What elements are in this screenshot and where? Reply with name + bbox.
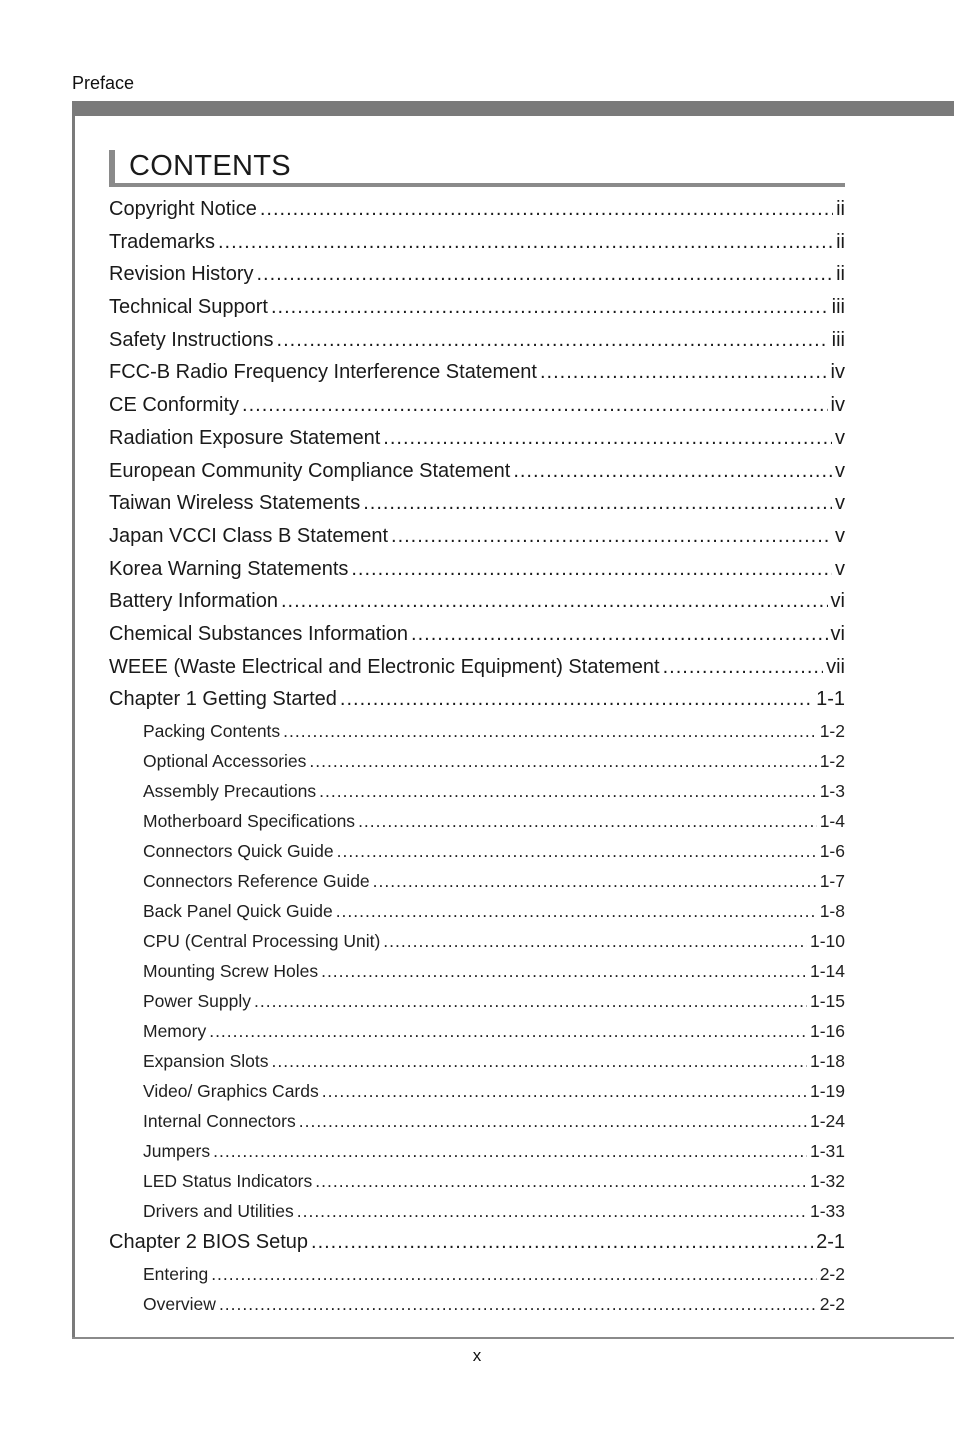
dot-leader bbox=[213, 1141, 807, 1162]
toc-entry-page: v bbox=[835, 426, 845, 449]
toc-entry-page: vii bbox=[826, 655, 845, 678]
toc-entry-page: 2-1 bbox=[816, 1231, 845, 1253]
toc-entry-page: 1-4 bbox=[819, 811, 845, 831]
dot-leader bbox=[260, 198, 833, 221]
toc-entry[interactable] bbox=[109, 525, 845, 558]
toc-entry[interactable] bbox=[109, 1051, 845, 1081]
dot-leader bbox=[242, 394, 828, 417]
toc-entry[interactable] bbox=[109, 492, 845, 525]
dot-leader bbox=[540, 361, 828, 384]
toc-entry-label: Connectors Reference Guide bbox=[143, 871, 370, 891]
toc-entry[interactable] bbox=[109, 901, 845, 931]
toc-entry[interactable] bbox=[109, 361, 845, 394]
toc-entry-page: iii bbox=[831, 328, 845, 351]
toc-entry[interactable] bbox=[109, 1201, 845, 1231]
toc-entry-page: 1-2 bbox=[819, 721, 845, 741]
dot-leader bbox=[271, 296, 829, 319]
toc-entry-label: Chemical Substances Information bbox=[109, 622, 409, 645]
toc-entry-page: ii bbox=[836, 263, 845, 286]
dot-leader bbox=[322, 1081, 807, 1102]
toc-entry-page: 1-7 bbox=[819, 871, 845, 891]
dot-leader bbox=[391, 525, 832, 548]
toc-entry-page: iv bbox=[830, 361, 845, 384]
toc-entry[interactable] bbox=[109, 1111, 845, 1141]
toc-entry[interactable] bbox=[109, 198, 845, 231]
dot-leader bbox=[309, 751, 816, 772]
dot-leader bbox=[513, 460, 832, 483]
toc-entry-label: Battery Information bbox=[109, 590, 278, 613]
table-of-contents bbox=[109, 198, 845, 1324]
toc-entry-label: Entering bbox=[143, 1263, 209, 1284]
dot-leader bbox=[218, 231, 833, 254]
toc-entry-label: WEEE (Waste Electrical and Electronic Equipment) Statement bbox=[109, 655, 660, 678]
toc-entry-page: 2-2 bbox=[819, 1263, 845, 1284]
left-border-rule bbox=[72, 101, 75, 1339]
toc-entry[interactable] bbox=[109, 296, 845, 329]
toc-entry-page: 1-1 bbox=[816, 688, 845, 711]
toc-entry[interactable] bbox=[109, 623, 845, 656]
toc-entry[interactable] bbox=[109, 751, 845, 781]
toc-entry-label: Memory bbox=[143, 1021, 207, 1041]
dot-leader bbox=[383, 427, 832, 450]
toc-entry-label: Safety Instructions bbox=[109, 328, 274, 351]
toc-entry[interactable] bbox=[109, 558, 845, 591]
toc-entry-page: iii bbox=[831, 296, 845, 319]
toc-entry-label: Packing Contents bbox=[143, 721, 281, 741]
dot-leader bbox=[336, 901, 817, 922]
toc-entry[interactable] bbox=[109, 781, 845, 811]
toc-entry-page: 1-32 bbox=[809, 1171, 845, 1191]
dot-leader bbox=[209, 1021, 807, 1042]
toc-entry-page: 1-33 bbox=[809, 1201, 845, 1221]
page-number: x bbox=[472, 1346, 482, 1365]
toc-entry-label: Drivers and Utilities bbox=[143, 1201, 294, 1221]
toc-entry-label: Trademarks bbox=[109, 230, 215, 253]
dot-leader bbox=[254, 991, 807, 1012]
toc-entry[interactable] bbox=[109, 721, 845, 751]
toc-entry[interactable] bbox=[109, 871, 845, 901]
toc-entry-page: 2-2 bbox=[819, 1293, 845, 1314]
dot-leader bbox=[211, 1264, 817, 1285]
toc-entry-label: Chapter 2 BIOS Setup bbox=[109, 1231, 309, 1253]
dot-leader bbox=[340, 688, 813, 711]
toc-entry-label: Korea Warning Statements bbox=[109, 557, 349, 580]
section-header: Preface bbox=[72, 73, 135, 93]
dot-leader bbox=[311, 1231, 813, 1254]
toc-entry-page: v bbox=[835, 492, 845, 515]
toc-entry-page: 1-10 bbox=[809, 931, 845, 951]
toc-entry[interactable] bbox=[109, 811, 845, 841]
toc-entry[interactable] bbox=[109, 931, 845, 961]
toc-entry-page: 1-15 bbox=[809, 991, 845, 1011]
toc-entry[interactable] bbox=[109, 329, 845, 362]
dot-leader bbox=[277, 329, 829, 352]
toc-entry[interactable] bbox=[109, 1231, 845, 1264]
toc-entry-page: 1-31 bbox=[809, 1141, 845, 1161]
dot-leader bbox=[337, 841, 817, 862]
toc-entry[interactable] bbox=[109, 1021, 845, 1051]
toc-entry-label: Internal Connectors bbox=[143, 1111, 296, 1131]
toc-entry-label: CE Conformity bbox=[109, 394, 240, 417]
toc-entry-page: 1-8 bbox=[819, 901, 845, 921]
toc-entry[interactable] bbox=[109, 1294, 845, 1324]
dot-leader bbox=[383, 931, 807, 952]
toc-entry[interactable] bbox=[109, 961, 845, 991]
toc-entry-page: 1-2 bbox=[819, 751, 845, 771]
dot-leader bbox=[272, 1051, 807, 1072]
header-bar bbox=[72, 101, 954, 116]
toc-entry[interactable] bbox=[109, 991, 845, 1021]
toc-entry-label: Revision History bbox=[109, 263, 254, 286]
toc-entry-page: 1-16 bbox=[809, 1021, 845, 1041]
toc-entry-label: Expansion Slots bbox=[143, 1051, 269, 1071]
contents-title: CONTENTS bbox=[129, 150, 291, 182]
toc-entry-label: Power Supply bbox=[143, 991, 251, 1011]
toc-entry[interactable] bbox=[109, 590, 845, 623]
dot-leader bbox=[281, 590, 828, 613]
toc-entry-page: v bbox=[835, 524, 845, 547]
toc-entry-label: Chapter 1 Getting Started bbox=[109, 688, 337, 711]
toc-entry-page: v bbox=[835, 557, 845, 580]
toc-entry[interactable] bbox=[109, 263, 845, 296]
contents-heading bbox=[109, 150, 845, 187]
bottom-border-rule bbox=[72, 1337, 954, 1339]
toc-entry-page: ii bbox=[836, 230, 845, 253]
toc-entry-page: iv bbox=[830, 394, 845, 417]
toc-entry-page: 1-18 bbox=[809, 1051, 845, 1071]
toc-entry[interactable] bbox=[109, 231, 845, 264]
toc-entry[interactable] bbox=[109, 841, 845, 871]
heading-underline bbox=[109, 183, 845, 187]
toc-entry-page: 1-24 bbox=[809, 1111, 845, 1131]
heading-accent-bar bbox=[109, 150, 115, 186]
dot-leader bbox=[299, 1111, 807, 1132]
toc-entry[interactable] bbox=[109, 1264, 845, 1294]
dot-leader bbox=[256, 263, 833, 286]
toc-entry[interactable] bbox=[109, 688, 845, 721]
dot-leader bbox=[315, 1171, 807, 1192]
toc-entry-label: Radiation Exposure Statement bbox=[109, 426, 381, 449]
toc-entry-label: Connectors Quick Guide bbox=[143, 841, 334, 861]
toc-entry-page: vi bbox=[830, 622, 845, 645]
toc-entry[interactable] bbox=[109, 1171, 845, 1201]
toc-entry[interactable] bbox=[109, 656, 845, 689]
toc-entry-label: Motherboard Specifications bbox=[143, 811, 356, 831]
toc-entry-page: ii bbox=[836, 198, 845, 220]
toc-entry-label: European Community Compliance Statement bbox=[109, 459, 511, 482]
dot-leader bbox=[297, 1201, 807, 1222]
toc-entry-label: Assembly Precautions bbox=[143, 781, 317, 801]
dot-leader bbox=[373, 871, 817, 892]
toc-entry-label: Back Panel Quick Guide bbox=[143, 901, 333, 921]
toc-entry[interactable] bbox=[109, 394, 845, 427]
toc-entry-label: FCC-B Radio Frequency Interference Statement bbox=[109, 361, 537, 384]
dot-leader bbox=[363, 492, 832, 515]
toc-entry-page: v bbox=[835, 459, 845, 482]
toc-entry-label: Copyright Notice bbox=[109, 198, 257, 220]
dot-leader bbox=[319, 781, 817, 802]
toc-entry-label: Video/ Graphics Cards bbox=[143, 1081, 319, 1101]
dot-leader bbox=[411, 623, 828, 646]
toc-entry[interactable] bbox=[109, 1081, 845, 1111]
toc-entry-page: 1-3 bbox=[819, 781, 845, 801]
toc-entry[interactable] bbox=[109, 1141, 845, 1171]
toc-entry-label: Taiwan Wireless Statements bbox=[109, 492, 361, 515]
dot-leader bbox=[219, 1294, 817, 1315]
dot-leader bbox=[321, 961, 807, 982]
toc-entry-label: Optional Accessories bbox=[143, 751, 307, 771]
dot-leader bbox=[663, 656, 824, 679]
toc-entry-label: Mounting Screw Holes bbox=[143, 961, 319, 981]
dot-leader bbox=[358, 811, 817, 832]
toc-entry-page: 1-14 bbox=[809, 961, 845, 981]
toc-entry-label: CPU (Central Processing Unit) bbox=[143, 931, 381, 951]
toc-entry-label: Japan VCCI Class B Statement bbox=[109, 524, 389, 547]
toc-entry-label: Technical Support bbox=[109, 296, 268, 319]
toc-entry-label: Jumpers bbox=[143, 1141, 211, 1161]
toc-entry[interactable] bbox=[109, 427, 845, 460]
toc-entry-page: 1-6 bbox=[819, 841, 845, 861]
toc-entry-label: LED Status Indicators bbox=[143, 1171, 313, 1191]
toc-entry-label: Overview bbox=[143, 1293, 216, 1314]
toc-entry[interactable] bbox=[109, 460, 845, 493]
dot-leader bbox=[283, 721, 817, 742]
dot-leader bbox=[351, 558, 832, 581]
toc-entry-page: 1-19 bbox=[809, 1081, 845, 1101]
toc-entry-page: vi bbox=[830, 590, 845, 613]
